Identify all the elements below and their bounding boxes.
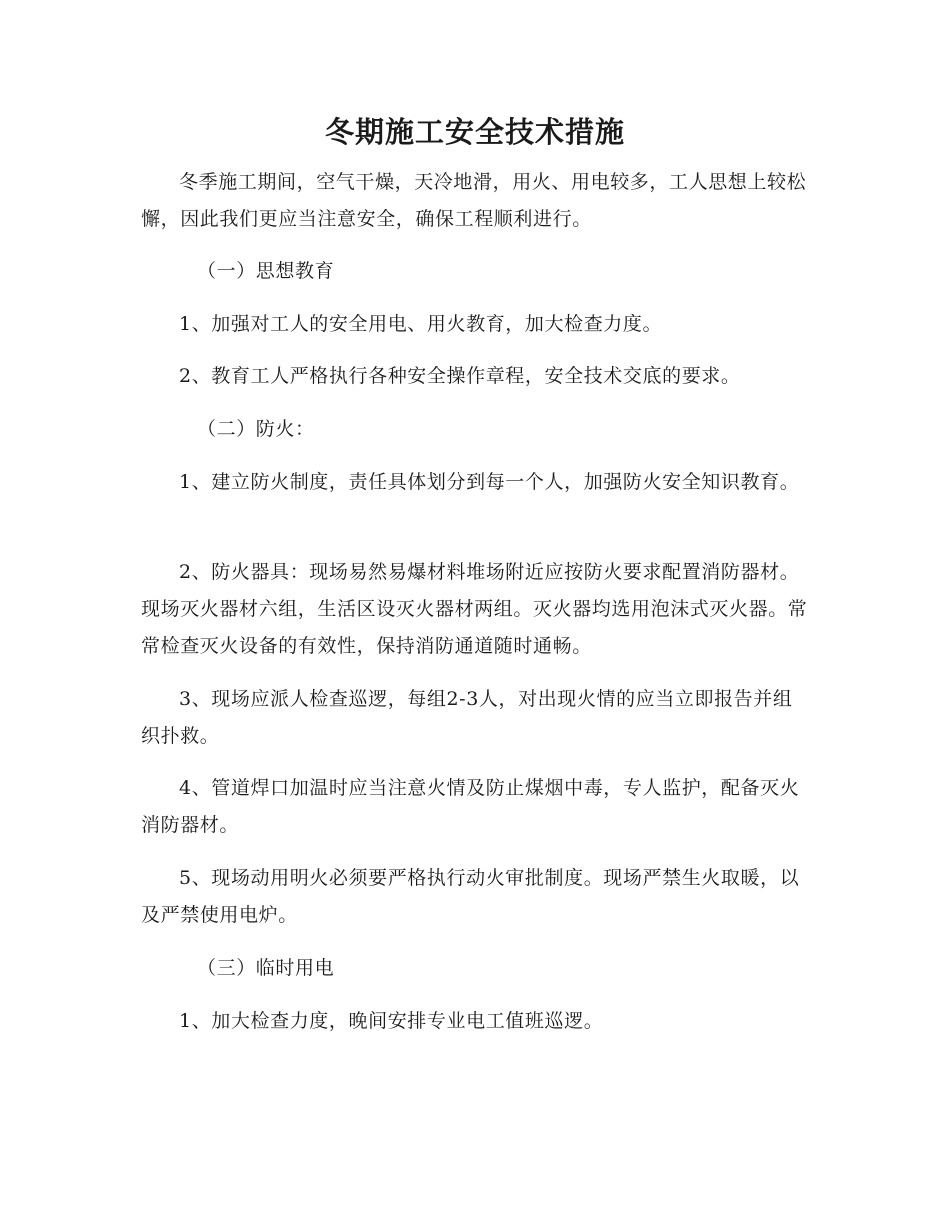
intro-paragraph: 冬季施工期间，空气干燥，天冷地滑，用火、用电较多，工人思想上较松懈，因此我们更应当注意安全，确保工程顺利进行。 [141, 171, 807, 230]
document-title: 冬期施工安全技术措施 [324, 115, 625, 149]
section-1-item-2: 2、教育工人严格执行各种安全操作章程，安全技术交底的要求。 [179, 365, 741, 387]
section-2-item-3: 3、现场应派人检查巡逻，每组2-3人，对出现火情的应当立即报告并组织扑救。 [141, 688, 793, 747]
section-heading-ideology: （一）思想教育 [197, 260, 335, 282]
section-heading-fire-prevention: （二）防火： [197, 418, 315, 440]
section-2-item-5: 5、现场动用明火必须要严格执行动火审批制度。现场严禁生火取暖，以及严禁使用电炉。 [141, 867, 800, 926]
section-2-item-4: 4、管道焊口加温时应当注意火情及防止煤烟中毒，专人监护，配备灭火消防器材。 [141, 777, 800, 836]
section-3-item-1: 1、加大检查力度，晚间安排专业电工值班巡逻。 [179, 1010, 604, 1032]
section-heading-temporary-power: （三）临时用电 [197, 957, 335, 979]
section-1-item-1: 1、加强对工人的安全用电、用火教育，加大检查力度。 [179, 313, 663, 335]
section-2-item-1: 1、建立防火制度，责任具体划分到每一个人，加强防火安全知识教育。 [179, 471, 800, 493]
section-2-item-2: 2、防火器具：现场易然易爆材料堆场附近应按防火要求配置消防器材。现场灭火器材六组，生活区设灭火器材两组。灭火器均选用泡沫式灭火器。常常检查灭火设备的有效性，保持消防通道随时通畅。 [141, 561, 808, 657]
